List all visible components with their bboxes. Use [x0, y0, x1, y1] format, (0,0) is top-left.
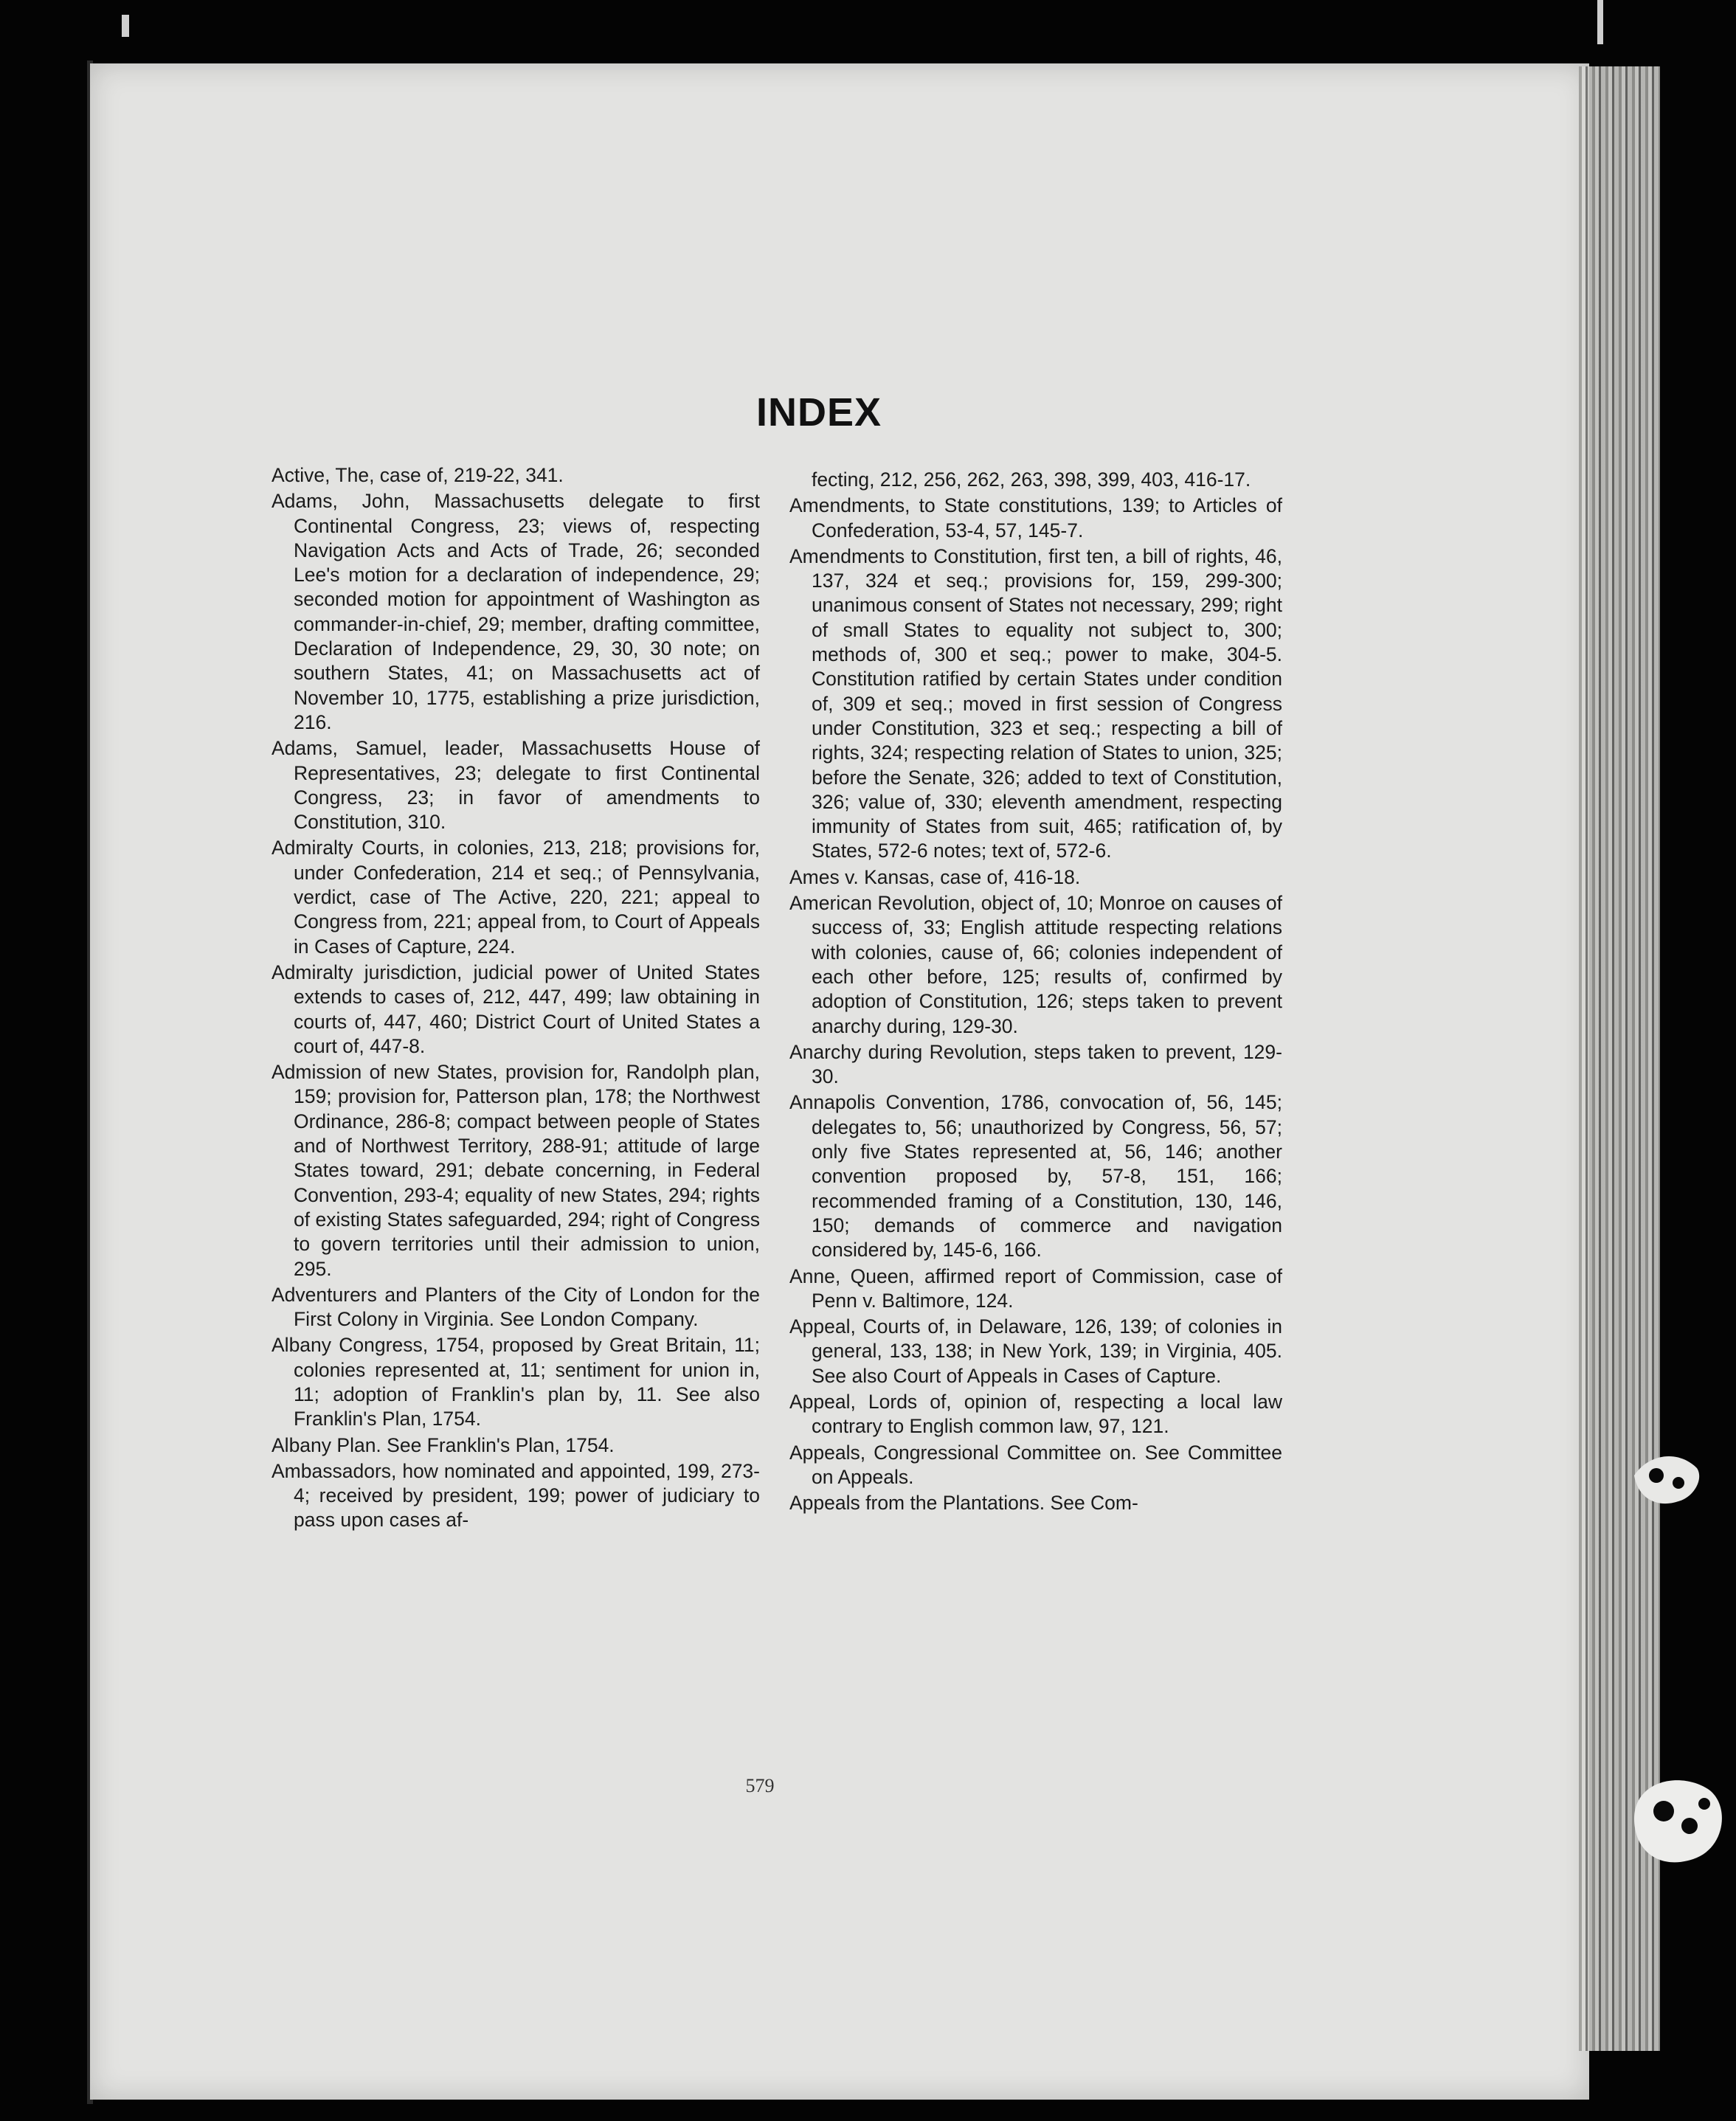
index-entry: Appeal, Lords of, opinion of, respecting a local law contrary to English common law, 97, 121.	[789, 1390, 1282, 1438]
paper-damage-mark	[1619, 1767, 1736, 1870]
index-entry: Appeal, Courts of, in Delaware, 126, 139; of colonies in general, 133, 138; in New York, 139; in Virginia, 405. See also Court of Appeals in Cases of Capture.	[789, 1315, 1282, 1387]
index-entry: Adams, John, Massachusetts delegate to first Continental Congress, 23; views of, respecting Navigation Acts and Acts of Trade, 26; seconded Lee's motion for a declaration of independence, 29; seconded motion for appointment of Washington as commander-in-chief, 29; member, drafting committee, Declaration of Independence, 29, 30, 30 note; on southern States, 41; on Massachusetts act of November 10, 1775, establishing a prize jurisdiction, 216.	[272, 490, 760, 733]
index-entry: Ames v. Kansas, case of, 416-18.	[789, 865, 1081, 888]
index-entry: Albany Plan. See Franklin's Plan, 1754.	[272, 1433, 615, 1456]
index-entry: Appeals from the Plantations. See Com-	[789, 1492, 1138, 1515]
index-entry: Ambassadors, how nominated and appointed, 199, 273-4; received by president, 199; power of judiciary to pass upon cases af-	[272, 1459, 760, 1532]
index-entry: Albany Congress, 1754, proposed by Great Britain, 11; colonies represented at, 11; sentiment for union in, 11; adoption of Franklin's plan by, 11. See also Franklin's Plan, 1754.	[272, 1334, 760, 1430]
index-entry: Annapolis Convention, 1786, convocation of, 56, 145; delegates to, 56; unauthorized by Congress, 56, 57; only five States represented at, 56, 146; another convention proposed by, 57-8, 151, 166; recommended framing of a Constitution, 130, 146, 150; demands of commerce and navigation considered by, 145-6, 166.	[789, 1091, 1282, 1262]
index-entry: Active, The, case of, 219-22, 341.	[272, 464, 564, 486]
index-entry: Adams, Samuel, leader, Massachusetts House of Representatives, 23; delegate to first Continental Congress, 23; in favor of amendments to Constitution, 310.	[272, 737, 760, 834]
index-entry: Anarchy during Revolution, steps taken to prevent, 129-30.	[789, 1040, 1282, 1088]
index-entry: Amendments to Constitution, first ten, a bill of rights, 46, 137, 324 et seq.; provisions for, 159, 299-300; unanimous consent of States not necessary, 299; right of small States to equality not subject to, 300; methods of, 300 et seq.; power to make, 304-5. Constitution ratified by certain States under condition of, 309 et seq.; moved in first session of Congress under Constitution, 323 et seq.; respecting a bill of rights, 324; respecting relation of States to union, 325; before the Senate, 326; added to text of Constitution, 326; value of, 330; eleventh amendment, respecting immunity of States from suit, 465; ratification of, by States, 572-6 notes; text of, 572-6.	[789, 544, 1282, 862]
index-entry: Amendments, to State constitutions, 139; to Articles of Confederation, 53-4, 57, 145-7.	[789, 494, 1282, 542]
index-entry-continuation: fecting, 212, 256, 262, 263, 398, 399, 403, 416-17.	[812, 468, 1251, 491]
page-edge-stack	[1579, 66, 1660, 2051]
index-entry: American Revolution, object of, 10; Monroe on causes of success of, 33; English attitude respecting relations with colonies, cause of, 66; colonies independent of each other before, 125; results of, confirmed by adoption of Constitution, 126; steps taken to prevent anarchy during, 129-30.	[789, 892, 1282, 1037]
page-heading: INDEX	[755, 390, 882, 435]
index-column-right	[789, 468, 1282, 1517]
index-entry: Admiralty Courts, in colonies, 213, 218; provisions for, under Confederation, 214 et seq.; of Pennsylvania, verdict, case of The Active, 220, 221; appeal to Congress from, 221; appeal from, to Court of Appeals in Cases of Capture, 224.	[272, 837, 760, 958]
index-entry: Admiralty jurisdiction, judicial power of United States extends to cases of, 212, 447, 499; law obtaining in courts of, 447, 460; District Court of United States a court of, 447-8.	[272, 961, 760, 1057]
page-number: 579	[745, 1775, 775, 1796]
index-entry: Appeals, Congressional Committee on. See Committee on Appeals.	[789, 1441, 1282, 1488]
index-entry: Anne, Queen, affirmed report of Commission, case of Penn v. Baltimore, 124.	[789, 1264, 1282, 1312]
paper-damage-mark	[1627, 1446, 1708, 1512]
index-column-left	[272, 463, 760, 1534]
index-entry: Adventurers and Planters of the City of London for the First Colony in Virginia. See London Company.	[272, 1283, 760, 1331]
index-entry: Admission of new States, provision for, Randolph plan, 159; provision for, Patterson plan, 178; the Northwest Ordinance, 286-8; compact between people of States and of Northwest Territory, 288-91; attitude of large States toward, 291; debate concerning, in Federal Convention, 293-4; equality of new States, 294; rights of existing States safeguarded, 294; right of Congress to govern territories until their admission to union, 295.	[272, 1061, 760, 1280]
